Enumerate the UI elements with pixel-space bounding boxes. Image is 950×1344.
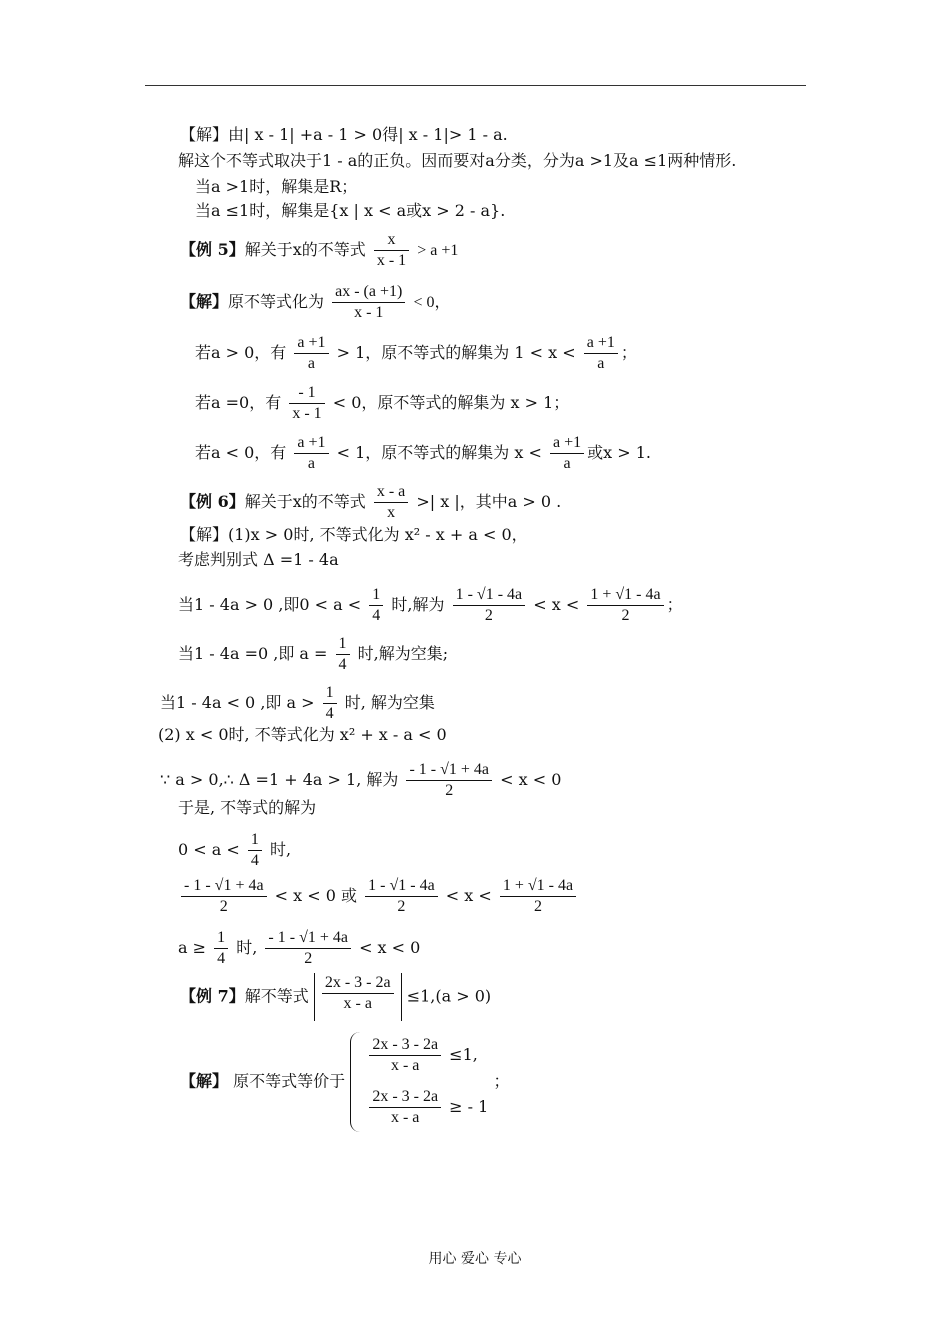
solution-4-line-1: 【解】由| x - 1| +a - 1 > 0得| x - 1|> 1 - a. xyxy=(180,125,508,144)
solution-4-line-4: 当a ≤1时，解集是{x | x < a或x > 2 - a}. xyxy=(195,201,506,220)
solution-5-case-3: 若a < 0，有 $\frac{a +1}{a}$ < 1，原不等式的解集为 x < $\frac{a +1}{a}$ 或x > 1. xyxy=(195,434,651,472)
example-5-tag: 【例 5】 xyxy=(180,240,245,259)
solution-6-summary-case-2: a ≥ $\frac{1}{4}$ 时, $\frac{- 1 - √1 + 4a}{2}$ < x < 0 xyxy=(178,929,421,967)
solution-4-line-2: 解这个不等式取决于1 - a的正负。因而要对a分类，分为a >1及a ≤1两种情形. xyxy=(178,151,737,170)
solution-5-intro xyxy=(180,282,450,323)
solution-6-part-2-solution: ∵ a > 0,∴ Δ =1 + 4a > 1, 解为 $\frac{- 1 - √1 + 4a}{2}$ < x < 0 xyxy=(160,761,562,799)
solution-5-case-1: 若a > 0，有 $\frac{a +1}{a}$ > 1，原不等式的解集为 1 < x < $\frac{a +1}{a}$ ； xyxy=(195,334,637,372)
example-7-tag: 【例 7】 xyxy=(180,986,245,1006)
solution-4-line-3: 当a >1时，解集是R； xyxy=(195,177,358,196)
solution-5-tag: 【解】 xyxy=(180,292,229,311)
solution-5-case-2: 若a =0，有 $\frac{- 1}{x - 1}$ < 0，原不等式的解集为 x > 1； xyxy=(195,384,570,422)
solution-6-case-c: 当1 - 4a < 0 ,即 a > $\frac{1}{4}$ 时, 解为空集 xyxy=(160,684,435,722)
solution-6-line-2: 考虑判别式 Δ =1 - 4a xyxy=(178,550,339,569)
solution-5-text: 原不等式化为 xyxy=(228,292,325,311)
solution-7-tag: 【解】 xyxy=(180,1071,229,1091)
example-6-statement: 【例 6】解关于x的不等式 $\frac{x - a}{x}$ >| x |，其中a > 0 . xyxy=(180,483,562,521)
solution-6-summary-case-1-solution: $\frac{- 1 - √1 + 4a}{2}$ < x < 0 或 $\frac{1 - √1 - 4a}{2}$ < x < $\frac{1 + √1 - 4a}{2}$ xyxy=(178,876,579,917)
solution-6-summary-case-1: 0 < a < $\frac{1}{4}$ 时, xyxy=(178,831,292,869)
left-brace xyxy=(350,1032,361,1132)
solution-6-summary: 于是, 不等式的解为 xyxy=(178,798,317,817)
example-6-tag: 【例 6】 xyxy=(180,492,245,511)
example-5-fraction: $\frac{x}{x - 1}$ xyxy=(374,230,409,271)
header-rule xyxy=(145,85,806,86)
absolute-value-bars: $\frac{2x - 3 - 2a}{x - a}$ xyxy=(314,973,402,1021)
example-5-rhs: > a +1 xyxy=(417,242,459,259)
solution-6-case-b: 当1 - 4a =0 ,即 a = $\frac{1}{4}$ 时,解为空集; xyxy=(178,635,449,673)
solution-7: 【解】 原不等式等价于 $\frac{2x - 3 - 2a}{x - a}$ ≤1, $\frac{2x - 3 - 2a}{x - a}$ ≥ - 1 ； xyxy=(180,1030,509,1134)
solution-6-part-2: (2) x < 0时, 不等式化为 x² + x - a < 0 xyxy=(158,725,447,744)
page-footer: 用心 爱心 专心 xyxy=(428,1251,522,1267)
solution-6-case-a: 当1 - 4a > 0 ,即0 < a < $\frac{1}{4}$ 时,解为 $\frac{1 - √1 - 4a}{2}$ < x < $\frac{1 + √1 - 4a}{2}$ ； xyxy=(178,586,683,624)
example-5-statement xyxy=(180,230,458,271)
example-7-statement: 【例 7】解不等式 $\frac{2x - 3 - 2a}{x - a}$ ≤1,(a > 0) xyxy=(180,973,491,1021)
solution-5-rhs: < 0， xyxy=(413,294,451,311)
inequality-system: $\frac{2x - 3 - 2a}{x - a}$ ≤1, $\frac{2x - 3 - 2a}{x - a}$ ≥ - 1 xyxy=(366,1030,488,1134)
example-5-text: 解关于x的不等式 xyxy=(244,240,366,259)
solution-5-fraction: $\frac{ax - (a +1)}{x - 1}$ xyxy=(332,282,405,323)
solution-6-line-1: 【解】(1)x > 0时, 不等式化为 x² - x + a < 0， xyxy=(180,525,528,544)
